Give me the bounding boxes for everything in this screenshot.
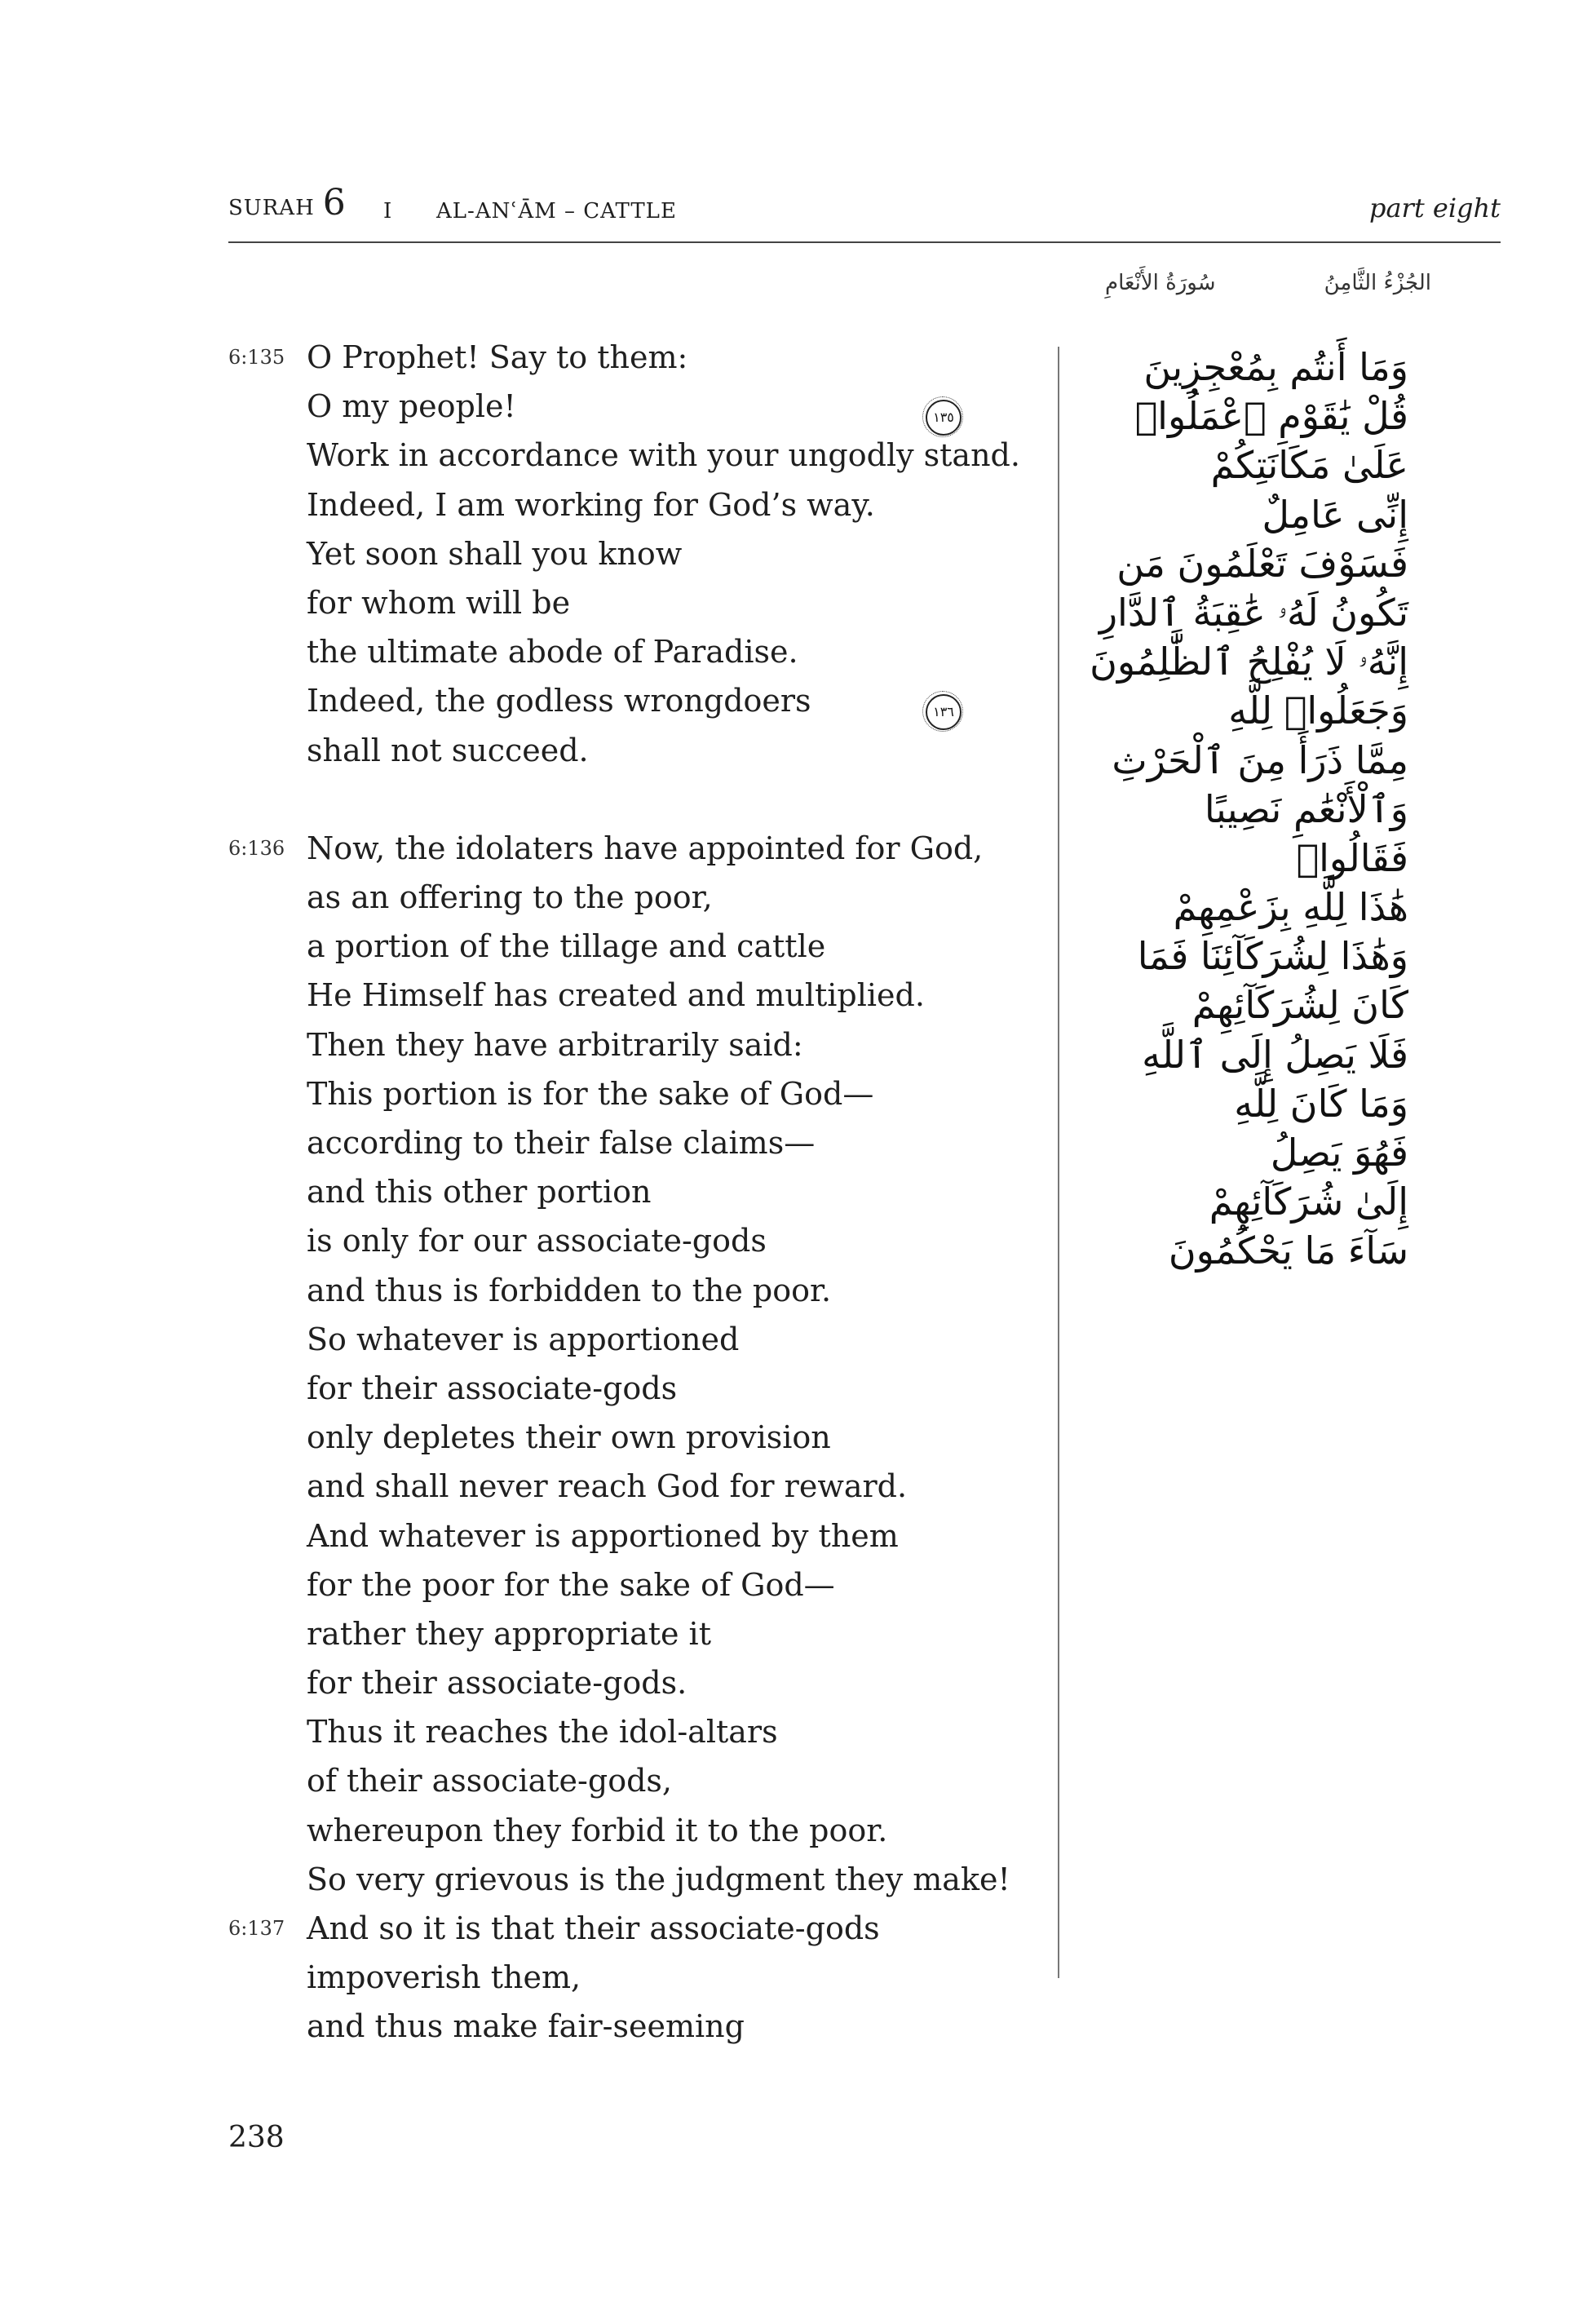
arabic-line: وَٱلْأَنْعَٰمِ نَصِيبًا xyxy=(1204,786,1408,831)
text-line: Yet soon shall you know xyxy=(307,535,683,572)
text-line: So whatever is apportioned xyxy=(307,1321,740,1357)
text-line: the ultimate abode of Paradise. xyxy=(307,634,798,671)
arabic-line: قُلْ يَٰقَوْمِ ٱعْمَلُوا۟ ١٣٥ xyxy=(984,392,1408,440)
text-line: and shall never reach God for reward. xyxy=(307,1468,908,1505)
arabic-line: فَسَوْفَ تَعْلَمُونَ مَن xyxy=(1116,541,1408,586)
verse-marker-icon: ١٣٦ xyxy=(926,694,962,730)
text-line: Indeed, the godless wrongdoers xyxy=(307,683,811,719)
header-rule xyxy=(228,241,1501,243)
arabic-line: وَمَا كَانَ لِلَّهِ xyxy=(1234,1081,1408,1126)
text-line: according to their false claims— xyxy=(307,1125,816,1161)
arabic-header xyxy=(1040,271,1431,312)
page-number: 238 xyxy=(228,2121,285,2154)
text-line: for their associate-gods. xyxy=(307,1665,687,1702)
arabic-line: عَلَىٰ مَكَانَتِكُمْ xyxy=(1210,443,1408,488)
arabic-line: هَٰذَا لِلَّهِ بِزَعْمِهِمْ xyxy=(1173,885,1408,930)
text-line: impoverish them, xyxy=(307,1959,581,1996)
text-line: Work in accordance with your ungodly stand. xyxy=(307,437,1020,474)
arabic-line: تَكُونُ لَهُۥ عَٰقِبَةُ ٱلدَّارِ xyxy=(1099,590,1408,635)
text-line: only depletes their own provision xyxy=(307,1419,831,1456)
english-column xyxy=(228,333,1044,2052)
arabic-line: إِلَىٰ شُرَكَآئِهِمْ xyxy=(1209,1180,1408,1224)
text-line: rather they appropriate it xyxy=(307,1615,711,1652)
arabic-line: كَانَ لِشُرَكَآئِهِمْ xyxy=(1191,983,1408,1028)
text-line: Then they have arbitrarily said: xyxy=(307,1026,803,1063)
arabic-line: مِمَّا ذَرَأَ مِنَ ٱلْحَرْثِ xyxy=(1112,737,1408,782)
verse-number: 6:135 xyxy=(228,346,285,369)
text-line: as an offering to the poor, xyxy=(307,879,713,916)
arabic-juz-label: الجُزْءُ الثَّامِنُ xyxy=(1324,271,1431,295)
text-line: shall not succeed. xyxy=(307,732,589,768)
header-separator: I xyxy=(383,199,392,224)
text-line: of their associate-gods, xyxy=(307,1763,672,1799)
arabic-line: فَلَا يَصِلُ إِلَى ٱللَّهِ xyxy=(1142,1032,1408,1077)
text-line: for whom will be xyxy=(307,584,571,621)
arabic-line: إِنِّى عَامِلٌ xyxy=(1262,492,1408,537)
text-line: Indeed, I am working for God’s way. xyxy=(307,486,875,523)
arabic-line: سَآءَ مَا يَحْكُمُونَ xyxy=(1168,1228,1408,1273)
text-line: So very grievous is the judgment they make! xyxy=(307,1861,1010,1897)
arabic-line: وَجَعَلُوا۟ لِلَّهِ ١٣٦ xyxy=(984,686,1408,735)
verse-number: 6:136 xyxy=(228,836,285,860)
text-line: and thus is forbidden to the poor. xyxy=(307,1272,832,1308)
surah-number: 6 xyxy=(322,182,347,224)
text-line: 6:135 O Prophet! Say to them: xyxy=(228,333,1044,382)
text-line: is only for our associate-gods xyxy=(307,1223,767,1259)
verse-marker-icon: ١٣٥ xyxy=(926,400,962,436)
arabic-line: فَهُوَ يَصِلُ xyxy=(1270,1131,1408,1175)
text-line: He Himself has created and multiplied. xyxy=(307,977,925,1014)
verse-number: 6:137 xyxy=(228,1917,285,1940)
part-label: part eight xyxy=(1368,193,1501,224)
text-line: and thus make fair-seeming xyxy=(307,2008,745,2045)
text-line: whereupon they forbid it to the poor. xyxy=(307,1812,888,1848)
stanza-gap xyxy=(228,775,1044,824)
text-line: And whatever is apportioned by them xyxy=(307,1517,899,1554)
arabic-line: إِنَّهُۥ لَا يُفْلِحُ ٱلظَّٰلِمُونَ xyxy=(1090,640,1408,684)
text-line: This portion is for the sake of God— xyxy=(307,1075,874,1112)
text-line: Thus it reaches the idol-altars xyxy=(307,1714,778,1751)
arabic-line: وَهَٰذَا لِشُرَكَآئِنَا فَمَا xyxy=(1137,934,1408,979)
text-line: for the poor for the sake of God— xyxy=(307,1566,835,1603)
text-line: 6:137 And so it is that their associate-gods xyxy=(228,1904,1044,1953)
running-header xyxy=(228,182,1501,235)
arabic-line: وَمَا أَنتُم بِمُعْجِزِينَ xyxy=(1143,345,1408,389)
surah-title: AL-ANʿĀM – CATTLE xyxy=(436,199,677,224)
text-line: and this other portion xyxy=(307,1174,652,1211)
text-line: for their associate-gods xyxy=(307,1370,678,1406)
arabic-column xyxy=(933,343,1408,1276)
text-line: O my people! xyxy=(307,388,516,425)
surah-label: SURAH 6 xyxy=(228,182,347,224)
arabic-surah-label: سُورَةُ الأَنْعَامِ xyxy=(1105,271,1216,295)
text-line: 6:136 Now, the idolaters have appointed for God, xyxy=(228,824,1044,873)
text-line: a portion of the tillage and cattle xyxy=(307,928,826,965)
arabic-line: فَقَالُوا۟ xyxy=(1296,835,1408,880)
